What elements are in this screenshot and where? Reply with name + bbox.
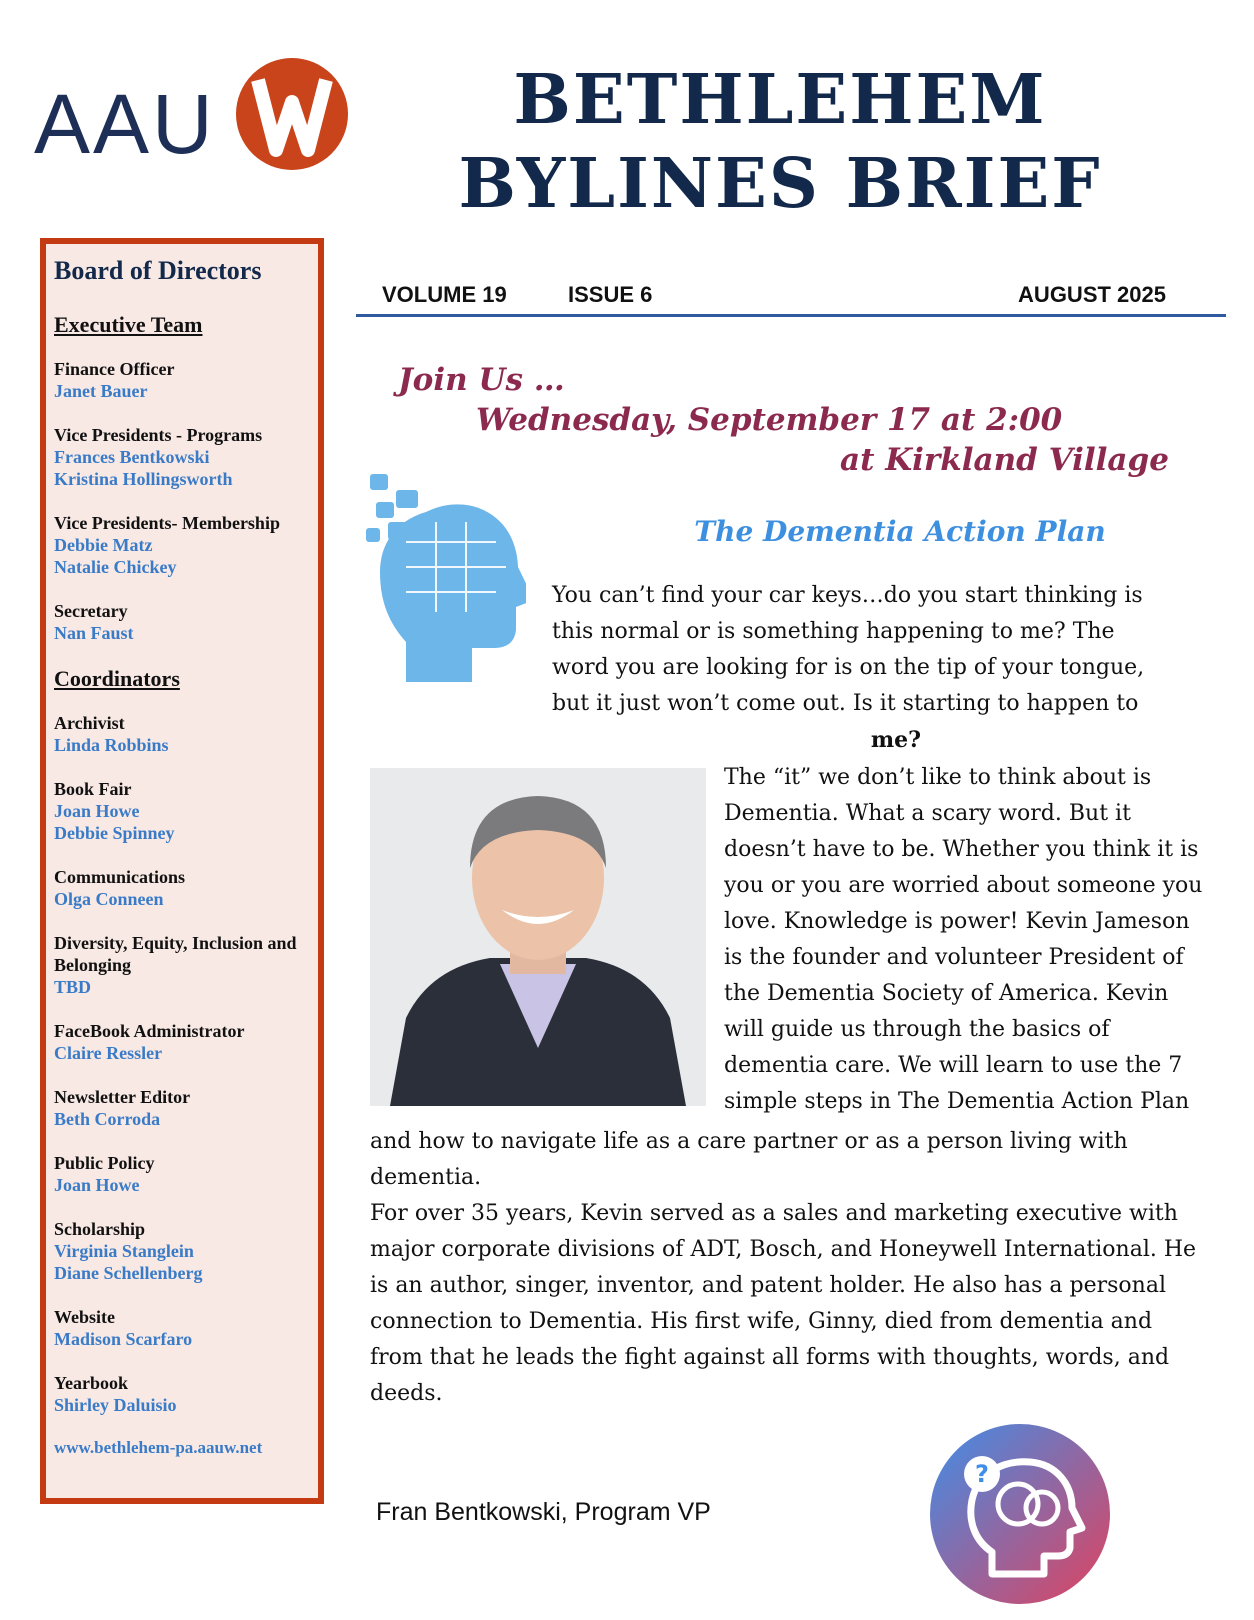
event-location-line: at Kirkland Village	[840, 442, 1169, 478]
puzzle-head-icon	[366, 472, 526, 682]
svg-text:?: ?	[975, 1460, 989, 1488]
body-line: dementia.	[370, 1165, 482, 1190]
signoff: Fran Bentkowski, Program VP	[376, 1498, 711, 1526]
board-role-group	[54, 1306, 318, 1350]
wrap-line: is the founder and volunteer President of	[724, 945, 1184, 970]
masthead-title	[400, 58, 1160, 226]
intro-end: me?	[870, 727, 922, 753]
sidebar-title: Board of Directors	[54, 256, 262, 285]
board-member-name: Joan Howe	[54, 1175, 140, 1195]
board-member-name: Joan Howe	[54, 801, 140, 821]
board-member-name: Frances Bentkowski	[54, 447, 210, 467]
board-member-name: TBD	[54, 977, 92, 997]
board-role: Book Fair	[54, 779, 132, 799]
board-role: Secretary	[54, 601, 128, 621]
board-member-name: Virginia Stanglein	[54, 1241, 194, 1261]
board-member-name: Janet Bauer	[54, 381, 148, 401]
board-role: Website	[54, 1307, 115, 1327]
intro-lines	[552, 578, 1192, 722]
issue-date: AUGUST 2025	[1018, 282, 1166, 307]
board-role-group	[54, 1372, 318, 1416]
board-role: Yearbook	[54, 1373, 129, 1393]
board-member-name: Nan Faust	[54, 623, 134, 643]
masthead-line-1: BETHLEHEM	[513, 60, 1047, 140]
speaker-photo	[370, 768, 706, 1106]
board-member-name: Natalie Chickey	[54, 557, 177, 577]
issue-label: ISSUE 6	[568, 282, 653, 307]
wrap-line: love. Knowledge is power! Kevin Jameson	[724, 909, 1190, 934]
board-role: Diversity, Equity, Inclusion and Belonging	[54, 933, 297, 975]
executive-heading: Executive Team	[54, 312, 203, 337]
full-paragraph	[370, 1124, 1210, 1412]
event-date-line: Wednesday, September 17 at 2:00	[476, 402, 1063, 438]
wrap-paragraph	[724, 760, 1204, 1120]
wrap-line: the Dementia Society of America. Kevin	[724, 981, 1169, 1006]
board-sidebar	[40, 238, 324, 1504]
logo-w-mark	[236, 58, 348, 170]
intro-line: this normal or is something happening to me? The	[552, 619, 1115, 644]
brain-question-icon	[930, 1424, 1110, 1604]
join-us-line: Join Us …	[398, 362, 565, 398]
board-role: Newsletter Editor	[54, 1087, 191, 1107]
board-member-name: Diane Schellenberg	[54, 1263, 203, 1283]
board-role-group	[54, 1020, 318, 1064]
intro-paragraph	[552, 578, 1192, 758]
body-line: deeds.	[370, 1381, 443, 1406]
board-role-group	[54, 866, 318, 910]
board-role: Vice Presidents- Membership	[54, 513, 280, 533]
board-role: Vice Presidents - Programs	[54, 425, 263, 445]
board-member-name: Debbie Matz	[54, 535, 153, 555]
board-member-name: Debbie Spinney	[54, 823, 175, 843]
board-member-name: Linda Robbins	[54, 735, 169, 755]
board-role: Communications	[54, 867, 186, 887]
board-role: FaceBook Administrator	[54, 1021, 245, 1041]
intro-line: You can’t find your car keys…do you start thinking is	[552, 583, 1143, 608]
body-line: For over 35 years, Kevin served as a sales and marketing executive with	[370, 1201, 1178, 1226]
coordinators-list	[54, 712, 318, 1416]
board-role: Scholarship	[54, 1219, 146, 1239]
coordinators-heading: Coordinators	[54, 666, 180, 691]
board-role-group	[54, 1218, 318, 1284]
board-role: Finance Officer	[54, 359, 175, 379]
board-role-group	[54, 600, 318, 644]
board-role-group	[54, 932, 318, 998]
body-line: major corporate divisions of ADT, Bosch, and Honeywell International. He	[370, 1237, 1197, 1262]
board-member-name: Olga Conneen	[54, 889, 164, 909]
body-line: and how to navigate life as a care partner or as a person living with	[370, 1129, 1128, 1154]
wrap-line: will guide us through the basics of	[724, 1017, 1110, 1042]
intro-line: but it just won’t come out. Is it starting to happen to	[552, 691, 1139, 716]
board-role-group	[54, 778, 318, 844]
body-line: is an author, singer, inventor, and patent holder. He also has a personal	[370, 1273, 1166, 1298]
board-role-group	[54, 712, 318, 756]
wrap-line: doesn’t have to be. Whether you think it is	[724, 837, 1199, 862]
article-title: The Dementia Action Plan	[694, 515, 1106, 548]
board-role-group	[54, 1086, 318, 1130]
board-role-group	[54, 1152, 318, 1196]
wrap-line: simple steps in The Dementia Action Plan	[724, 1089, 1190, 1114]
logo-text: AAU	[34, 77, 216, 171]
intro-line: word you are looking for is on the tip of your tongue,	[552, 655, 1145, 680]
website-link[interactable]: www.bethlehem-pa.aauw.net	[54, 1438, 263, 1457]
wrap-line: Dementia. What a scary word. But it	[724, 801, 1131, 826]
board-member-name: Shirley Daluisio	[54, 1395, 177, 1415]
wrap-line: you or you are worried about someone you	[724, 873, 1203, 898]
wrap-line: The “it” we don’t like to think about is	[724, 765, 1152, 790]
volume-label: VOLUME 19	[382, 282, 507, 307]
executive-list	[54, 358, 318, 644]
board-member-name: Madison Scarfaro	[54, 1329, 193, 1349]
board-member-name: Kristina Hollingsworth	[54, 469, 233, 489]
issue-bar	[356, 280, 1226, 317]
masthead-line-2: BYLINES BRIEF	[458, 144, 1102, 224]
board-role: Public Policy	[54, 1153, 155, 1173]
aauw-logo	[34, 58, 354, 178]
board-member-name: Beth Corroda	[54, 1109, 161, 1129]
board-role-group	[54, 358, 318, 402]
board-role: Archivist	[54, 713, 125, 733]
body-line: connection to Dementia. His first wife, Ginny, died from dementia and	[370, 1309, 1153, 1334]
board-role-group	[54, 424, 318, 490]
board-member-name: Claire Ressler	[54, 1043, 163, 1063]
body-line: from that he leads the fight against all forms with thoughts, words, and	[370, 1345, 1170, 1370]
wrap-line: dementia care. We will learn to use the 7	[724, 1053, 1183, 1078]
board-role-group	[54, 512, 318, 578]
logo-circle	[236, 58, 348, 170]
